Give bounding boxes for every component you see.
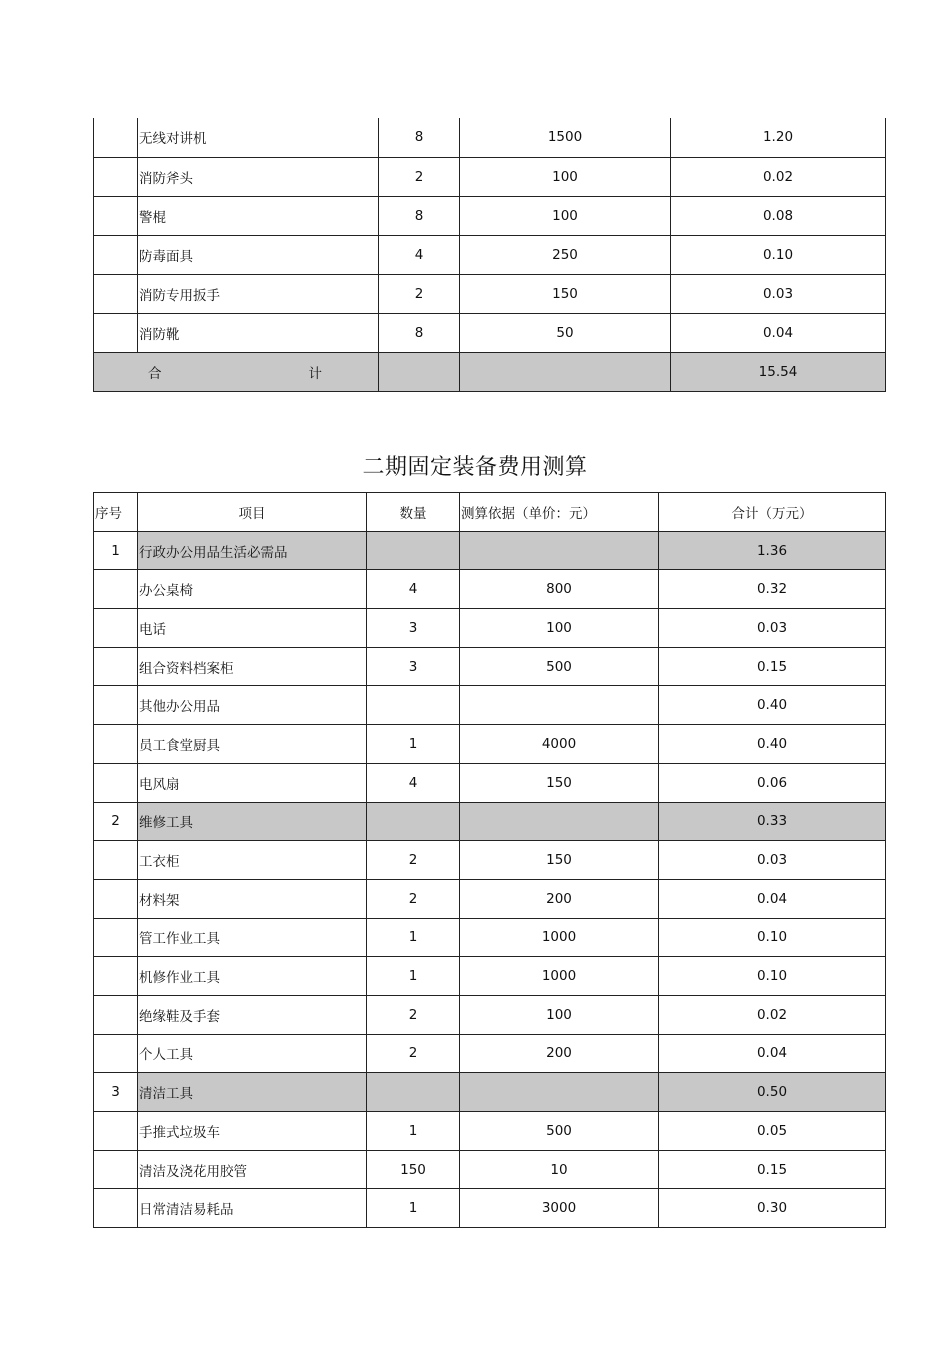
price-cell: 150 [460,763,659,802]
total-cell: 1.20 [671,118,886,157]
total-cell: 0.10 [671,235,886,274]
category-row [94,1073,886,1112]
price-cell: 10 [460,1150,659,1189]
qty-cell: 1 [367,918,460,957]
total-cell: 0.10 [659,918,886,957]
total-cell: 0.03 [671,274,886,313]
qty-cell: 2 [367,879,460,918]
table-row [94,196,886,235]
total-cell: 0.03 [659,609,886,648]
table2-body [94,531,886,1227]
table-row [94,879,886,918]
seq-cell [94,609,138,648]
price-cell: 150 [460,841,659,880]
total-cell: 0.03 [659,841,886,880]
table2-header-row [94,493,886,532]
item-cell: 组合资料档案柜 [138,647,367,686]
table-row [94,1034,886,1073]
table-row [94,235,886,274]
header-seq: 序号 [94,493,138,532]
total-cell: 0.15 [659,1150,886,1189]
total-label-cell [94,352,379,391]
price-cell: 100 [460,196,671,235]
seq-cell [94,686,138,725]
qty-cell: 1 [367,1112,460,1151]
seq-cell [94,879,138,918]
qty-cell: 8 [379,196,460,235]
item-cell: 清洁及浇花用胶管 [138,1150,367,1189]
item-cell: 消防靴 [138,313,379,352]
item-cell: 绝缘鞋及手套 [138,995,367,1034]
total-cell: 0.04 [659,1034,886,1073]
item-cell: 清洁工具 [138,1073,367,1112]
price-cell: 200 [460,1034,659,1073]
qty-cell: 1 [367,1189,460,1228]
table-row [94,995,886,1034]
price-cell: 200 [460,879,659,918]
header-qty: 数量 [367,493,460,532]
total-cell: 0.04 [671,313,886,352]
item-cell: 消防专用扳手 [138,274,379,313]
item-cell: 工衣柜 [138,841,367,880]
item-cell: 手推式垃圾车 [138,1112,367,1151]
table-row [94,841,886,880]
item-cell: 办公桌椅 [138,570,367,609]
seq-cell: 1 [94,531,138,570]
qty-cell: 2 [379,274,460,313]
item-cell: 管工作业工具 [138,918,367,957]
total-label-right: 计 [308,365,322,382]
total-cell: 0.50 [659,1073,886,1112]
price-cell: 100 [460,609,659,648]
item-cell: 电话 [138,609,367,648]
seq-cell [94,841,138,880]
price-cell: 800 [460,570,659,609]
qty-cell: 2 [367,995,460,1034]
table-row [94,647,886,686]
table-row [94,725,886,764]
total-cell: 0.15 [659,647,886,686]
seq-cell [94,957,138,996]
seq-cell [94,570,138,609]
total-cell: 0.32 [659,570,886,609]
qty-cell [367,802,460,841]
header-total: 合计（万元） [659,493,886,532]
price-cell [460,531,659,570]
item-cell: 消防斧头 [138,157,379,196]
total-cell: 0.08 [671,196,886,235]
price-cell: 3000 [460,1189,659,1228]
total-cell: 0.04 [659,879,886,918]
price-cell [460,686,659,725]
table-row [94,1150,886,1189]
qty-cell: 150 [367,1150,460,1189]
header-item: 项目 [138,493,367,532]
item-cell: 无线对讲机 [138,118,379,157]
qty-cell: 2 [367,1034,460,1073]
total-label-left: 合 [148,365,162,382]
seq-cell: 2 [94,802,138,841]
item-cell: 员工食堂厨具 [138,725,367,764]
total-row [94,352,886,391]
total-cell: 0.33 [659,802,886,841]
qty-cell: 4 [379,235,460,274]
table2-title: 二期固定装备费用测算 [362,455,588,480]
table1-body [94,118,886,352]
price-cell: 4000 [460,725,659,764]
total-cell: 1.36 [659,531,886,570]
total-cell: 0.40 [659,686,886,725]
seq-cell [94,196,138,235]
item-cell: 机修作业工具 [138,957,367,996]
total-qty-cell [379,352,460,391]
table-row [94,1112,886,1151]
seq-cell [94,1150,138,1189]
category-row [94,802,886,841]
table-row [94,313,886,352]
price-cell: 1000 [460,957,659,996]
item-cell: 防毒面具 [138,235,379,274]
table-row [94,957,886,996]
price-cell: 1000 [460,918,659,957]
seq-cell [94,995,138,1034]
total-cell: 0.06 [659,763,886,802]
seq-cell [94,1112,138,1151]
qty-cell: 4 [367,763,460,802]
phase2-equipment-table [93,492,886,1228]
seq-cell [94,1189,138,1228]
item-cell: 材料架 [138,879,367,918]
qty-cell [367,531,460,570]
seq-cell [94,235,138,274]
seq-cell [94,313,138,352]
total-cell: 0.05 [659,1112,886,1151]
grand-total-value: 15.54 [671,352,886,391]
price-cell: 500 [460,647,659,686]
price-cell [460,802,659,841]
seq-cell [94,725,138,764]
qty-cell: 1 [367,725,460,764]
category-row [94,531,886,570]
price-cell: 50 [460,313,671,352]
seq-cell [94,118,138,157]
table-row [94,918,886,957]
qty-cell [367,686,460,725]
qty-cell: 4 [367,570,460,609]
price-cell: 250 [460,235,671,274]
equipment-table-continued [93,118,886,392]
table-row [94,686,886,725]
qty-cell: 2 [379,157,460,196]
table-row [94,274,886,313]
table-row [94,118,886,157]
table-row [94,1189,886,1228]
qty-cell [367,1073,460,1112]
item-cell: 警棍 [138,196,379,235]
price-cell: 100 [460,157,671,196]
total-cell: 0.02 [671,157,886,196]
seq-cell [94,274,138,313]
table-row [94,763,886,802]
seq-cell [94,1034,138,1073]
item-cell: 维修工具 [138,802,367,841]
price-cell [460,1073,659,1112]
table-row [94,609,886,648]
qty-cell: 8 [379,118,460,157]
item-cell: 其他办公用品 [138,686,367,725]
item-cell: 行政办公用品生活必需品 [138,531,367,570]
table-row [94,157,886,196]
total-cell: 0.30 [659,1189,886,1228]
total-cell: 0.02 [659,995,886,1034]
qty-cell: 8 [379,313,460,352]
seq-cell [94,647,138,686]
table-row [94,570,886,609]
total-cell: 0.40 [659,725,886,764]
seq-cell: 3 [94,1073,138,1112]
qty-cell: 1 [367,957,460,996]
item-cell: 个人工具 [138,1034,367,1073]
header-basis: 测算依据（单价：元） [460,493,659,532]
price-cell: 500 [460,1112,659,1151]
total-price-cell [460,352,671,391]
total-cell: 0.10 [659,957,886,996]
item-cell: 电风扇 [138,763,367,802]
seq-cell [94,763,138,802]
seq-cell [94,157,138,196]
price-cell: 150 [460,274,671,313]
qty-cell: 2 [367,841,460,880]
qty-cell: 3 [367,647,460,686]
price-cell: 100 [460,995,659,1034]
seq-cell [94,918,138,957]
item-cell: 日常清洁易耗品 [138,1189,367,1228]
price-cell: 1500 [460,118,671,157]
qty-cell: 3 [367,609,460,648]
